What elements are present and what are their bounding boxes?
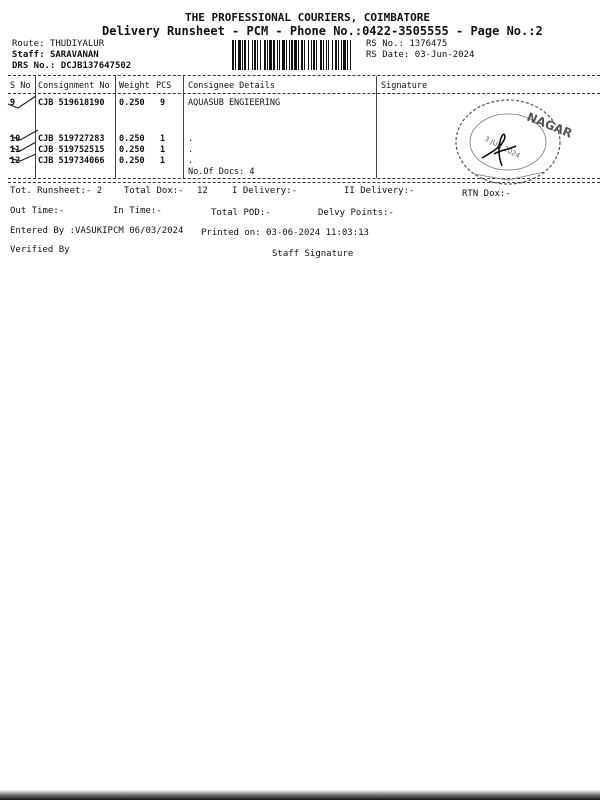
- stamp-text-top: NAGAR: [524, 109, 575, 141]
- row-weight: 0.250: [119, 98, 145, 108]
- row-consignment-no: CJB 519734066: [38, 156, 105, 166]
- in-time: In Time:-: [113, 206, 162, 216]
- staff-line: [12, 50, 99, 60]
- out-time: Out Time:-: [10, 206, 65, 216]
- delvy-points: Delvy Points:-: [318, 208, 394, 218]
- row-consignment-no: CJB 519618190: [38, 98, 105, 108]
- row-weight: 0.250: [119, 156, 145, 166]
- barcode-image: [232, 40, 360, 70]
- table-header-rule: [8, 93, 600, 94]
- rs-date-value: 03-Jun-2024: [414, 50, 475, 60]
- i-delivery: I Delivery:-: [232, 186, 298, 196]
- header-sno: S No: [10, 81, 31, 91]
- verified-by: Verified By: [10, 245, 70, 255]
- row-sno: 11: [10, 145, 21, 155]
- column-divider: [183, 76, 184, 178]
- table-top-rule: [8, 75, 600, 76]
- row-pcs: 1: [160, 145, 166, 155]
- row-consignee: AQUASUB ENGIEERING: [188, 98, 281, 108]
- header-consignment-no: Consignment No: [38, 81, 110, 91]
- rs-no-line: [366, 39, 447, 49]
- column-divider: [115, 76, 116, 178]
- entered-by: Entered By :VASUKIPCM 06/03/2024: [10, 226, 184, 236]
- route-label: Route:: [12, 39, 45, 49]
- row-pcs: 9: [160, 98, 166, 108]
- total-pod: Total POD:-: [211, 208, 271, 218]
- printed-on: Printed on: 03-06-2024 11:03:13: [201, 228, 369, 238]
- row-sno: 10: [10, 134, 21, 144]
- scan-edge: [0, 790, 600, 800]
- staff-value: SARAVANAN: [49, 50, 99, 60]
- route-value: THUDIYALUR: [49, 39, 105, 49]
- staff-signature: Staff Signature: [272, 249, 354, 259]
- ii-delivery: II Delivery:-: [344, 186, 415, 196]
- row-pcs: 1: [160, 156, 166, 166]
- rs-no-value: 1376475: [409, 39, 448, 49]
- stamp-text-date: 3 JUN 2024: [483, 134, 522, 161]
- header-consignee-details: Consignee Details: [188, 81, 275, 91]
- rs-date-label: RS Date:: [366, 50, 410, 60]
- row-consignee: .: [188, 145, 194, 155]
- staff-label: Staff:: [12, 50, 45, 60]
- route-line: [12, 39, 104, 49]
- row-consignee: .: [188, 156, 194, 166]
- rs-no-label: RS No.:: [366, 39, 404, 49]
- company-title: THE PROFESSIONAL COURIERS, COIMBATORE: [185, 11, 431, 24]
- no-of-docs: No.Of Docs: 4: [188, 167, 255, 177]
- tot-runsheet: Tot. Runsheet:- 2: [10, 186, 103, 196]
- row-weight: 0.250: [119, 145, 145, 155]
- drs-label: DRS No.:: [12, 61, 56, 71]
- row-weight: 0.250: [119, 134, 145, 144]
- runsheet-title: Delivery Runsheet - PCM - Phone No.:0422-3505555 - Page No.:2: [102, 24, 543, 38]
- total-dox-label: Total Dox:-: [124, 186, 184, 196]
- drs-line: [12, 61, 131, 71]
- row-consignee: .: [188, 134, 194, 144]
- row-pcs: 1: [160, 134, 166, 144]
- rs-date-line: [366, 50, 474, 60]
- drs-value: DCJB137647502: [60, 61, 132, 71]
- row-consignment-no: CJB 519727283: [38, 134, 105, 144]
- row-consignment-no: CJB 519752515: [38, 145, 105, 155]
- header-signature: Signature: [381, 81, 428, 91]
- row-sno: 12: [10, 156, 21, 166]
- tick-marks-handwritten: [6, 94, 46, 164]
- row-sno: 9: [10, 98, 16, 108]
- column-divider: [376, 76, 377, 178]
- delivery-stamp: [448, 96, 575, 192]
- rtn-dox: RTN Dox:-: [462, 189, 511, 199]
- barcode-bar: [351, 40, 353, 70]
- header-pcs: PCS: [156, 81, 172, 91]
- total-dox-value: 12: [197, 186, 208, 196]
- header-weight: Weight: [119, 81, 150, 91]
